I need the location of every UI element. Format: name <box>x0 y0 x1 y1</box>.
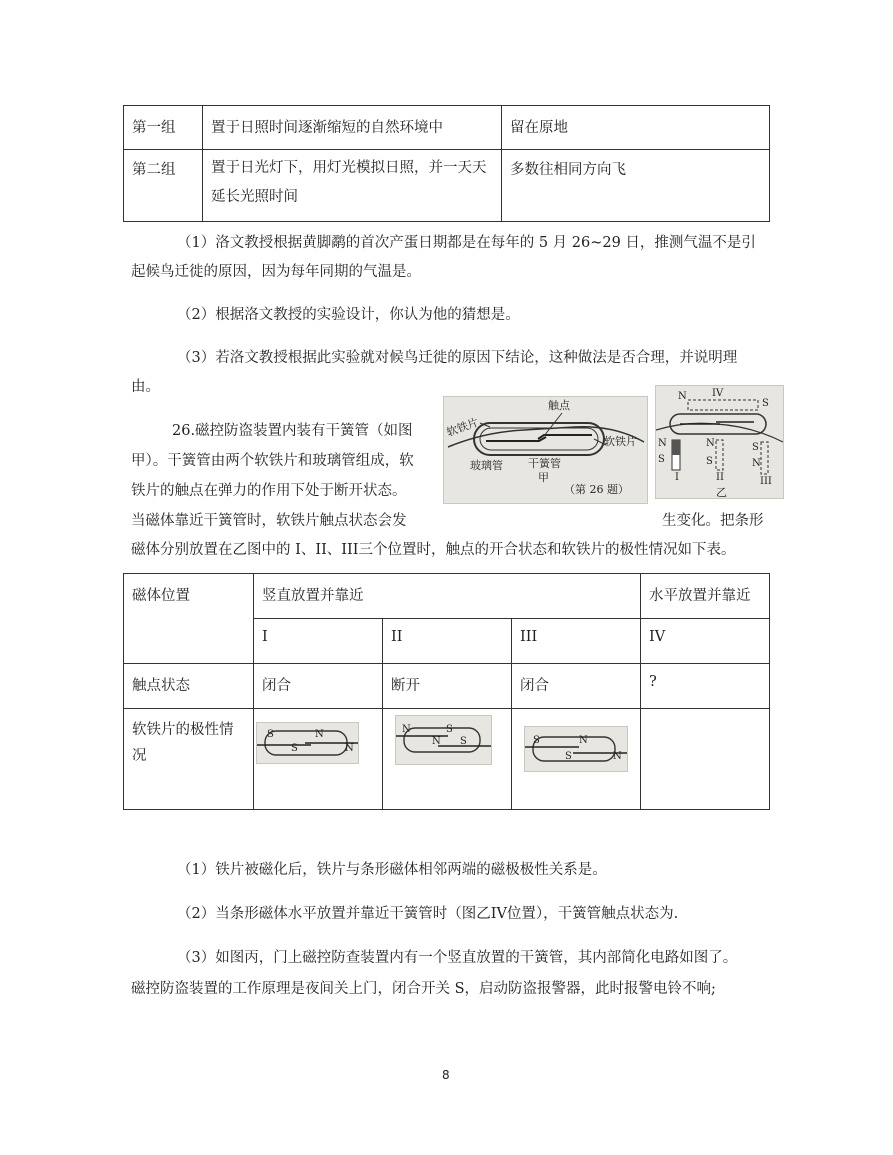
polarity-iii <box>512 709 641 810</box>
q26-line4: 当磁体靠近干簧管时，软铁片触点状态会发 <box>131 513 407 529</box>
q25-part3-line2: 由。 <box>131 379 160 395</box>
page-number: 8 <box>442 1068 450 1082</box>
row-contact-label: 触点状态 <box>124 664 254 709</box>
q25-part2: （2）根据洛文教授的实验设计，你认为他的猜想是。 <box>177 307 520 323</box>
figure-yi <box>655 385 784 499</box>
pole-label: S <box>291 743 298 754</box>
label-pole-n-iii: N <box>752 458 761 469</box>
figure-caption: （第 26 题） <box>564 483 629 496</box>
row-polarity-label: 软铁片的极性情 况 <box>124 709 254 810</box>
pole-label: N <box>579 735 588 746</box>
pole-label: S <box>533 735 540 746</box>
col-i: I <box>254 619 383 664</box>
polarity-i <box>254 709 383 810</box>
q25-part1-line2: 起候鸟迁徙的原因，因为每年同期的气温是。 <box>131 264 421 280</box>
pole-label: S <box>565 751 572 762</box>
header-vertical: 竖直放置并靠近 <box>254 574 641 619</box>
label-yi: 乙 <box>716 486 727 499</box>
header-position: 磁体位置 <box>124 574 254 664</box>
label-pole-s-iii: S <box>752 442 759 453</box>
header-horizontal: 水平放置并靠近 <box>641 574 770 619</box>
label-softiron-right: 软铁片 <box>604 435 637 448</box>
contact-iii: 闭合 <box>512 664 641 709</box>
col-ii: II <box>383 619 512 664</box>
pole-label: S <box>446 724 453 735</box>
table-cell: 留在原地 <box>502 106 770 150</box>
pole-label: N <box>432 736 441 747</box>
label-pole-s-i: S <box>658 454 665 465</box>
label-pos-iv: IV <box>712 388 724 399</box>
q25-part3-line1: （3）若洛文教授根据此实验就对候鸟迁徙的原因下结论，这种做法是否合理，并说明理 <box>177 350 738 366</box>
polarity-ii-image <box>395 715 492 765</box>
q26-part2: （2）当条形磁体水平放置并靠近干簧管时（图乙IV位置），干簧管触点状态为. <box>177 906 679 922</box>
table-cell: 多数往相同方向飞 <box>502 150 770 222</box>
q26-line5: 磁体分别放置在乙图中的 I、II、III三个位置时，触点的开合状态和软铁片的极性情况如下表。 <box>131 542 736 558</box>
label-pole-n-iv: N <box>678 391 687 402</box>
polarity-ii <box>383 709 512 810</box>
label-contact: 触点 <box>548 399 570 412</box>
q26-line2: 甲）。干簧管由两个软铁片和玻璃管组成，软 <box>131 453 414 469</box>
q26-part1: （1）铁片被磁化后，铁片与条形磁体相邻两端的磁极极性关系是。 <box>177 862 607 878</box>
label-pos-iii: III <box>760 476 772 487</box>
col-iv: IV <box>641 619 770 664</box>
label-pole-s-iv: S <box>762 398 769 409</box>
label-pole-s-ii: S <box>706 456 713 467</box>
pole-label: N <box>402 724 411 735</box>
q25-part1-line1: （1）洛文教授根据黄脚鹬的首次产蛋日期都是在每年的 5 月 26~29 日，推测气温不是引 <box>177 235 756 251</box>
label-pole-n-ii: N <box>706 438 715 449</box>
contact-i: 闭合 <box>254 664 383 709</box>
contact-ii: 断开 <box>383 664 512 709</box>
pole-label: S <box>267 729 274 740</box>
col-iii: III <box>512 619 641 664</box>
polarity-i-image <box>256 722 359 764</box>
figure-jia <box>443 396 648 504</box>
q26-line3: 铁片的触点在弹力的作用下处于断开状态。 <box>131 483 407 499</box>
label-glass-tube: 玻璃管 <box>470 459 503 472</box>
pole-label: N <box>345 743 354 754</box>
table-cell: 置于日光灯下，用灯光模拟日照，并一天天 延长光照时间 <box>203 150 502 222</box>
label-pos-i: I <box>675 472 679 483</box>
q26-line4-tail: 生变化。把条形 <box>662 513 764 529</box>
label-jia: 甲 <box>538 471 549 484</box>
pole-label: N <box>315 729 324 740</box>
table-cell: 第一组 <box>124 106 203 150</box>
table-cell: 第二组 <box>124 150 203 222</box>
q26-part3-line1: （3）如图丙，门上磁控防查装置内有一个竖直放置的干簧管，其内部简化电路如图了。 <box>177 950 738 966</box>
pole-label: S <box>460 736 467 747</box>
label-reed-tube: 干簧管 <box>528 457 561 470</box>
q26-part3-line2: 磁控防盗装置的工作原理是夜间关上门，闭合开关 S，启动防盗报警器，此时报警电铃不响; <box>131 981 716 997</box>
experiment-table <box>123 105 770 222</box>
polarity-iii-image <box>524 726 628 772</box>
table-cell: 置于日照时间逐渐缩短的自然环境中 <box>203 106 502 150</box>
pole-label: N <box>613 751 622 762</box>
label-pole-n-i: N <box>658 438 667 449</box>
polarity-iv <box>641 709 770 810</box>
q26-line1: 26.磁控防盗装置内装有干簧管（如图 <box>172 423 413 439</box>
label-softiron-left: 软铁片 <box>444 415 481 440</box>
contact-iv: ? <box>641 664 770 709</box>
label-pos-ii: II <box>716 472 724 483</box>
magnet-table <box>123 573 770 810</box>
